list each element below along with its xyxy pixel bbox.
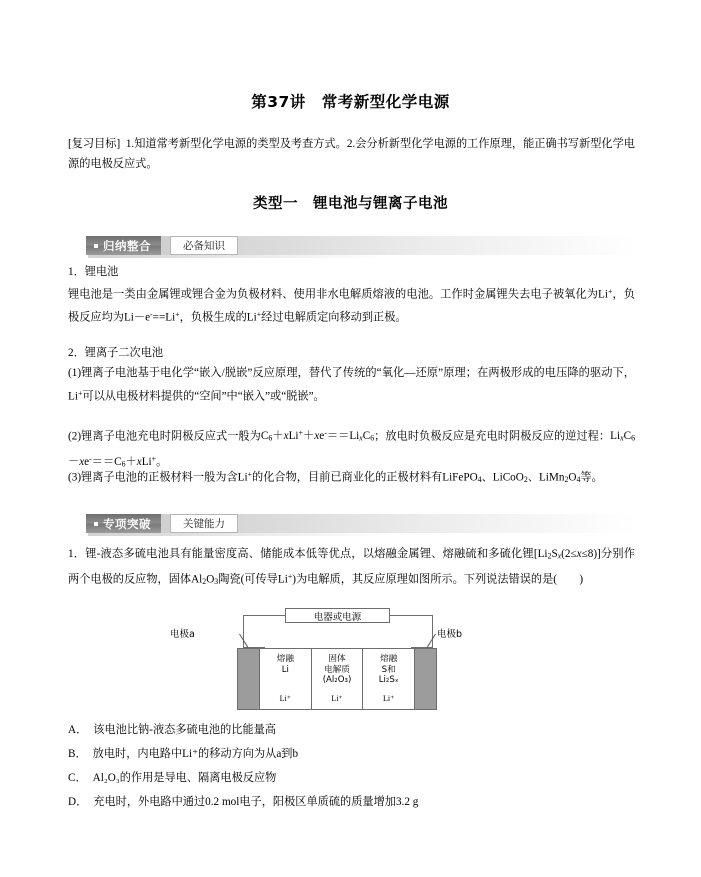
compartment-1-line-1: 熔融 bbox=[276, 654, 294, 664]
knowledge-item-1-body bbox=[68, 282, 635, 328]
sup-plus-5: + bbox=[247, 470, 253, 479]
knowledge-2-p1-seg-a: (1)锂离子电池基于电化学“嵌入/脱嵌”反应原理，替代了传统的“氧化—还原”原理；在两极形成的电压降的驱动下，Li bbox=[68, 367, 635, 402]
wire-right-vertical bbox=[432, 615, 433, 648]
compartment-2-ion: Li⁺ bbox=[331, 693, 343, 703]
compartment-3-ion: Li⁺ bbox=[383, 693, 395, 703]
review-objective bbox=[68, 134, 635, 174]
sub-4-a: 4 bbox=[477, 475, 482, 484]
sub-al2: 2 bbox=[202, 577, 207, 587]
compartment-3-line-2: S和 bbox=[381, 664, 396, 675]
sub-x-1: x bbox=[557, 551, 562, 561]
var-x: x bbox=[576, 548, 582, 560]
compartment-molten-sulfur bbox=[363, 649, 414, 709]
knowledge-2-p3-tail3: 、LiMn bbox=[527, 471, 565, 484]
knowledge-2-p3-end: 等。 bbox=[580, 471, 603, 484]
sub-o3: 3 bbox=[214, 577, 219, 587]
banner-breakthrough bbox=[86, 514, 635, 533]
compartment-solid-electrolyte bbox=[312, 649, 364, 709]
question-1-seg-f: 陶瓷(可传导Li bbox=[218, 573, 288, 586]
square-bullet-icon-2 bbox=[94, 522, 98, 526]
option-b-label: B． bbox=[68, 748, 87, 760]
option-d-text: 充电时，外电路中通过0.2 mol电子，阳极区单质硫的质量增加3.2 g bbox=[93, 796, 419, 808]
square-bullet-icon bbox=[94, 244, 98, 248]
knowledge-1-seg-c: ==Li bbox=[152, 311, 176, 324]
knowledge-2-p3-head: (3)锂离子电池的正极材料一般为含Li bbox=[68, 471, 248, 484]
option-c-text: Al₂O₃的作用是导电、隔离电极反应物 bbox=[92, 772, 277, 784]
compartment-3-line-1: 熔融 bbox=[380, 654, 398, 664]
device-label: 电器或电源 bbox=[313, 611, 362, 623]
banner-tab-light-label: 必备知识 bbox=[183, 240, 225, 252]
knowledge-2-p2-mid: ；放电时负极反应是充电时阴极反应的逆过程： bbox=[374, 430, 611, 443]
sup-plus-1: + bbox=[608, 287, 613, 296]
sub-4-b: 4 bbox=[576, 475, 581, 484]
banner-tab-dark-knowledge bbox=[86, 236, 161, 255]
knowledge-item-2-heading: 2．锂离子二次电池 bbox=[68, 347, 164, 359]
page-title: 第37讲 常考新型化学电源 bbox=[251, 93, 450, 111]
option-c-label: C． bbox=[68, 772, 87, 784]
question-1-seg-d: ≤8)]分别作两个电极的反应物，固体Al bbox=[68, 548, 635, 586]
question-1-options bbox=[68, 718, 635, 814]
electrochemical-cell bbox=[237, 648, 437, 710]
banner-knowledge bbox=[86, 236, 635, 255]
sub-2-b: 2 bbox=[564, 475, 569, 484]
device-or-power-supply-box bbox=[285, 608, 390, 623]
option-b bbox=[68, 742, 635, 766]
banner-tab-light-label-2: 关键能力 bbox=[183, 518, 225, 530]
compartment-2-line-1: 固体 bbox=[328, 654, 346, 664]
banner-shadow bbox=[88, 255, 388, 258]
question-1-seg-b: S bbox=[551, 548, 558, 560]
equation-charge-cathode: $C_6+xLi^++xe^-==Li_xC_6$ bbox=[260, 429, 375, 443]
knowledge-item-1-heading: 1．锂电池 bbox=[68, 266, 119, 278]
battery-schematic-diagram bbox=[170, 608, 490, 713]
knowledge-2-p1-seg-b: 可以从电极材料提供的“空间”中“嵌入”或“脱嵌”。 bbox=[82, 389, 325, 402]
electrode-a-block bbox=[238, 649, 260, 709]
question-1-number: 1． bbox=[68, 548, 86, 560]
banner-tab-dark-label-2: 专项突破 bbox=[103, 516, 151, 531]
review-objective-tag: [复习目标] bbox=[68, 138, 121, 150]
knowledge-2-p3-tail: 的化合物，目前已商业化的正极材料有LiFePO bbox=[252, 471, 478, 484]
knowledge-2-p2-head: (2)锂离子电池充电时阴极反应式一般为 bbox=[68, 430, 261, 443]
sup-minus-1: - bbox=[150, 309, 153, 319]
sup-plus-3: + bbox=[256, 309, 262, 319]
option-d-label: D． bbox=[68, 796, 88, 808]
question-1-seg-e: O bbox=[206, 573, 215, 586]
option-c bbox=[68, 766, 635, 790]
sup-plus-2: + bbox=[175, 309, 180, 319]
banner-tab-dark-breakthrough bbox=[86, 514, 161, 533]
option-a-label: A． bbox=[68, 724, 88, 736]
knowledge-1-seg-b: ，负极反应均为Li－e bbox=[68, 288, 635, 324]
electrode-b-block bbox=[414, 649, 436, 709]
option-d bbox=[68, 790, 635, 814]
sub-li2: 2 bbox=[547, 551, 552, 561]
question-1-stem bbox=[68, 544, 635, 593]
wire-left-horizontal bbox=[243, 615, 286, 616]
knowledge-1-seg-d: ，负极生成的Li bbox=[179, 311, 257, 324]
equation-discharge-anode: $Li_xC_6-xe^-==C_6+xLi^+$。 bbox=[68, 430, 635, 469]
banner-tab-light-knowledge bbox=[170, 236, 238, 255]
knowledge-1-seg-a: 锂电池是一类由金属锂或锂合金为负极材料、使用非水电解质熔液的电池。工作时金属锂失去电子被氧化为Li bbox=[68, 288, 608, 301]
section-heading-type-one: 类型一 锂电池与锂离子电池 bbox=[253, 196, 448, 212]
banner-background-2 bbox=[86, 514, 635, 533]
option-a-text: 该电池比钠-液态多硫电池的比能量高 bbox=[93, 724, 277, 736]
compartment-1-ion: Li⁺ bbox=[279, 693, 291, 703]
knowledge-item-2-point-3 bbox=[68, 465, 635, 491]
compartment-3-line-3: Li₂Sₓ bbox=[378, 675, 399, 685]
banner-background bbox=[86, 236, 635, 255]
knowledge-2-p3-tail4: O bbox=[568, 471, 577, 484]
electrode-b-label: 电极b bbox=[437, 629, 463, 640]
sup-plus-4: + bbox=[77, 388, 83, 398]
sub-2-a: 2 bbox=[523, 475, 528, 484]
question-1-seg-c: (2≤ bbox=[561, 548, 577, 560]
knowledge-1-seg-e: 经过电解质定向移动到正极。 bbox=[261, 311, 407, 324]
review-objective-text: 1.知道常考新型化学电源的类型及考查方式。2.会分析新型化学电源的工作原理，能正确书写新型化学电源的电极反应式。 bbox=[68, 138, 635, 170]
sup-plus-6: + bbox=[287, 572, 293, 582]
question-1-seg-g: )为电解质，其反应原理如图所示。下列说法错误的是( ) bbox=[292, 573, 584, 586]
knowledge-item-2-point-1 bbox=[68, 363, 635, 406]
wire-right-horizontal bbox=[390, 615, 433, 616]
question-1-seg-a: 锂-液态多硫电池具有能量密度高、储能成本低等优点，以熔融金属锂、熔融硫和多硫化锂[Li bbox=[85, 548, 548, 560]
compartment-2-line-2: 电解质 bbox=[324, 664, 350, 675]
compartment-2-line-3: (Al₂O₃) bbox=[322, 675, 352, 685]
banner-tab-light-breakthrough bbox=[170, 514, 238, 533]
knowledge-2-p3-tail2: 、LiCoO bbox=[481, 471, 524, 484]
option-a bbox=[68, 718, 635, 742]
compartment-1-line-2: Li bbox=[281, 664, 289, 675]
compartment-molten-lithium bbox=[260, 649, 312, 709]
electrode-a-label: 电极a bbox=[170, 629, 195, 640]
banner-shadow-2 bbox=[88, 533, 388, 536]
option-b-text: 放电时，内电路中Li⁺的移动方向为从a到b bbox=[92, 748, 299, 760]
banner-tab-dark-label: 归纳整合 bbox=[103, 238, 151, 253]
